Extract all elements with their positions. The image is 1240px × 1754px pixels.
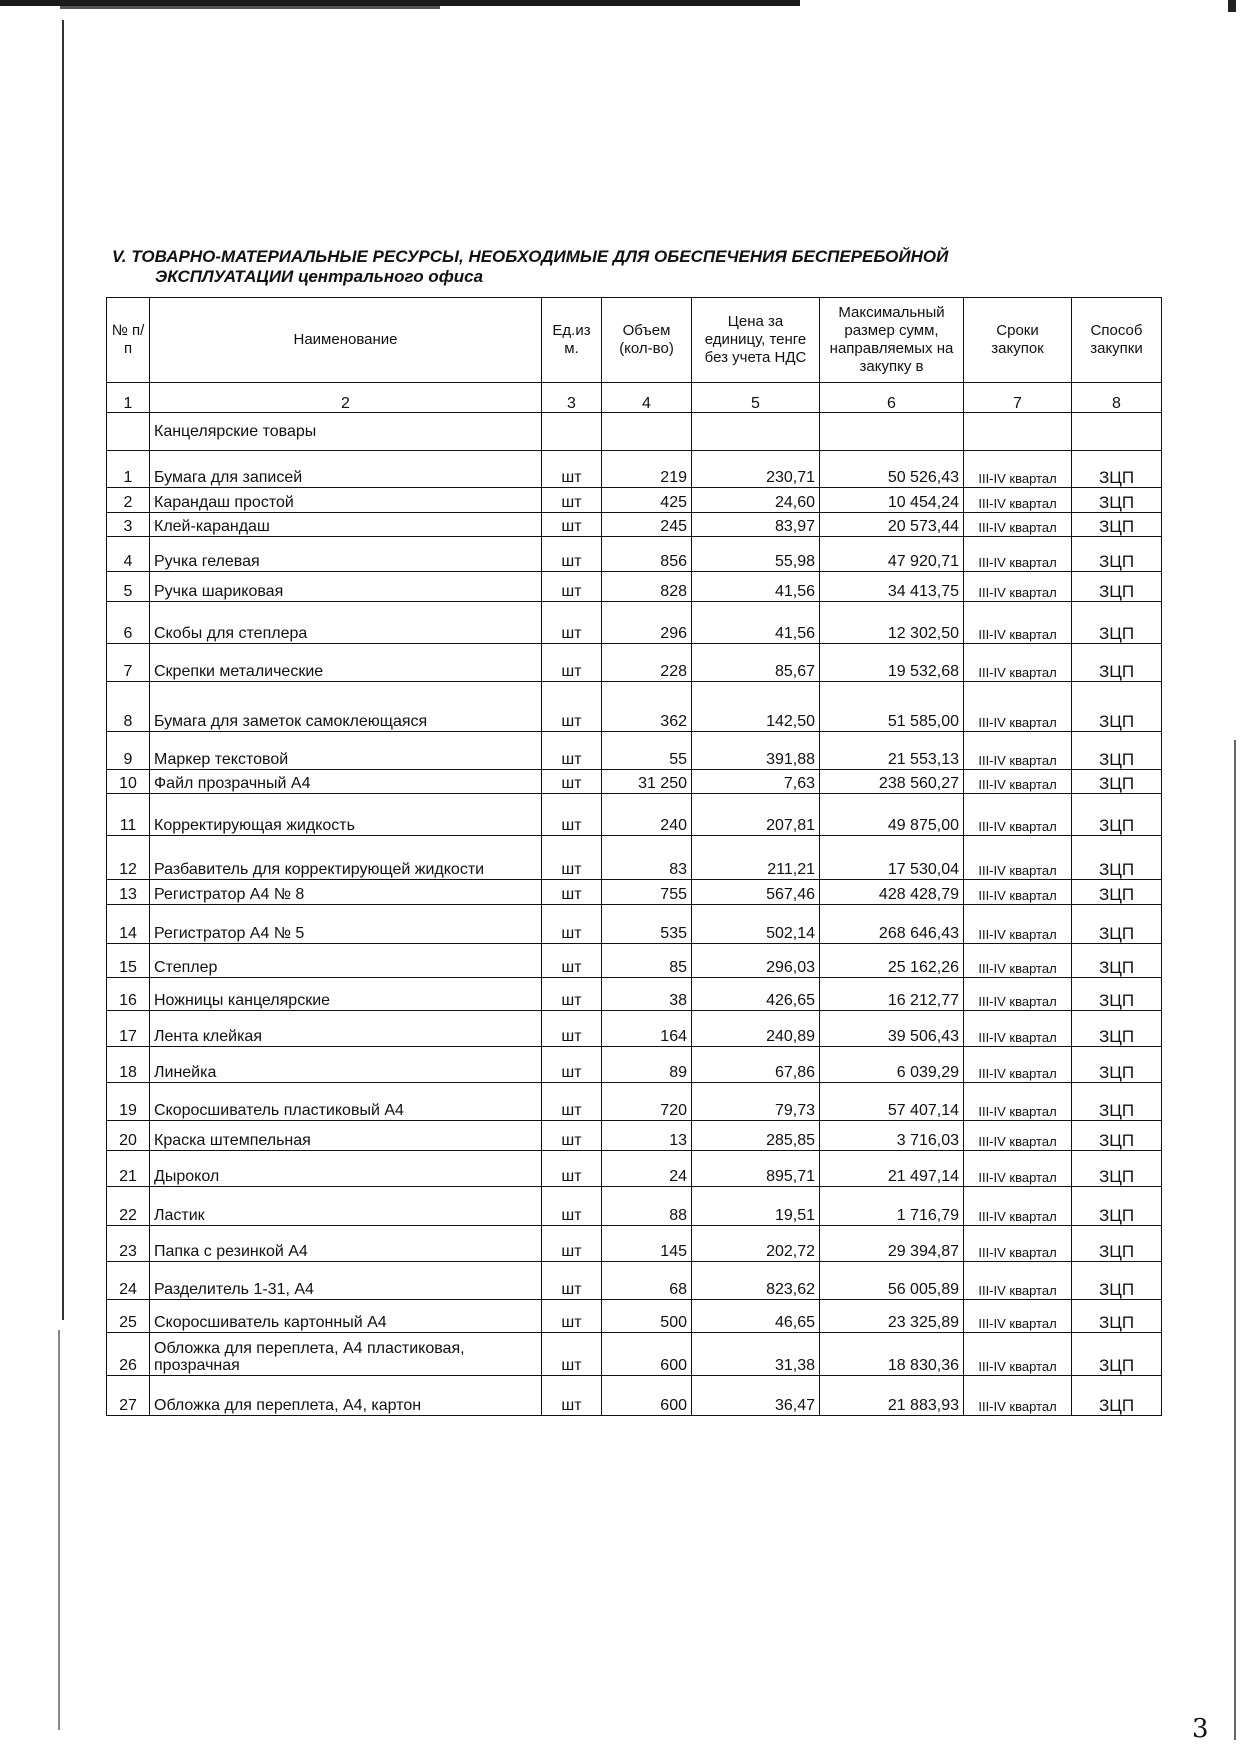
row-price: 41,56 bbox=[692, 572, 820, 602]
row-period: III-IV квартал bbox=[964, 1262, 1072, 1300]
row-name: Клей-карандаш bbox=[150, 513, 542, 537]
category-row bbox=[107, 413, 1162, 451]
row-method: ЗЦП bbox=[1072, 572, 1162, 602]
header-method: Способ закупки bbox=[1072, 298, 1162, 383]
row-price: 296,03 bbox=[692, 944, 820, 978]
row-period: III-IV квартал bbox=[964, 905, 1072, 944]
row-price: 36,47 bbox=[692, 1376, 820, 1416]
row-quantity: 38 bbox=[602, 978, 692, 1011]
row-quantity: 68 bbox=[602, 1262, 692, 1300]
row-method: ЗЦП bbox=[1072, 537, 1162, 572]
row-name: Разбавитель для корректирующей жидкости bbox=[150, 836, 542, 880]
row-quantity: 145 bbox=[602, 1226, 692, 1262]
column-number: 1 bbox=[107, 383, 150, 413]
row-price: 426,65 bbox=[692, 978, 820, 1011]
row-method: ЗЦП bbox=[1072, 451, 1162, 488]
table-row bbox=[107, 978, 1162, 1011]
row-sum: 12 302,50 bbox=[820, 602, 964, 644]
row-price: 567,46 bbox=[692, 880, 820, 905]
row-unit: шт bbox=[542, 836, 602, 880]
table-row bbox=[107, 1226, 1162, 1262]
row-quantity: 828 bbox=[602, 572, 692, 602]
column-number: 8 bbox=[1072, 383, 1162, 413]
row-method: ЗЦП bbox=[1072, 1011, 1162, 1047]
row-unit: шт bbox=[542, 1151, 602, 1187]
column-number-row bbox=[107, 383, 1162, 413]
row-name: Регистратор А4 № 8 bbox=[150, 880, 542, 905]
row-sum: 49 875,00 bbox=[820, 794, 964, 836]
header-max-sum: Максимальный размер сумм, направляемых на закупку в bbox=[820, 298, 964, 383]
row-sum: 1 716,79 bbox=[820, 1187, 964, 1226]
row-method: ЗЦП bbox=[1072, 770, 1162, 794]
table-row bbox=[107, 602, 1162, 644]
scan-top-edge-shadow bbox=[60, 6, 440, 9]
row-method: ЗЦП bbox=[1072, 1151, 1162, 1187]
row-period: III-IV квартал bbox=[964, 451, 1072, 488]
row-sum: 51 585,00 bbox=[820, 682, 964, 732]
row-name: Карандаш простой bbox=[150, 488, 542, 513]
row-method: ЗЦП bbox=[1072, 732, 1162, 770]
row-quantity: 164 bbox=[602, 1011, 692, 1047]
table-row bbox=[107, 1262, 1162, 1300]
row-number: 3 bbox=[107, 513, 150, 537]
row-number: 5 bbox=[107, 572, 150, 602]
row-number: 13 bbox=[107, 880, 150, 905]
row-period: III-IV квартал bbox=[964, 836, 1072, 880]
row-sum: 47 920,71 bbox=[820, 537, 964, 572]
row-name: Разделитель 1-31, А4 bbox=[150, 1262, 542, 1300]
row-number: 11 bbox=[107, 794, 150, 836]
row-unit: шт bbox=[542, 770, 602, 794]
row-name: Маркер текстовой bbox=[150, 732, 542, 770]
row-sum: 10 454,24 bbox=[820, 488, 964, 513]
header-name: Наименование bbox=[150, 298, 542, 383]
scan-left-edge-lower bbox=[58, 1330, 60, 1730]
row-name: Бумага для записей bbox=[150, 451, 542, 488]
row-period: III-IV квартал bbox=[964, 644, 1072, 682]
row-name: Бумага для заметок самоклеющаяся bbox=[150, 682, 542, 732]
row-name: Линейка bbox=[150, 1047, 542, 1083]
column-number: 7 bbox=[964, 383, 1072, 413]
row-method: ЗЦП bbox=[1072, 1083, 1162, 1121]
row-price: 211,21 bbox=[692, 836, 820, 880]
row-quantity: 425 bbox=[602, 488, 692, 513]
row-method: ЗЦП bbox=[1072, 513, 1162, 537]
table-row bbox=[107, 644, 1162, 682]
row-method: ЗЦП bbox=[1072, 1262, 1162, 1300]
category-empty-cell bbox=[542, 413, 602, 451]
row-quantity: 535 bbox=[602, 905, 692, 944]
row-number: 20 bbox=[107, 1121, 150, 1151]
row-quantity: 362 bbox=[602, 682, 692, 732]
row-method: ЗЦП bbox=[1072, 1121, 1162, 1151]
row-sum: 20 573,44 bbox=[820, 513, 964, 537]
row-period: III-IV квартал bbox=[964, 770, 1072, 794]
row-sum: 21 883,93 bbox=[820, 1376, 964, 1416]
row-unit: шт bbox=[542, 905, 602, 944]
resources-table bbox=[106, 297, 1162, 1416]
table-row bbox=[107, 488, 1162, 513]
row-price: 31,38 bbox=[692, 1333, 820, 1376]
scan-corner-mark bbox=[1228, 0, 1236, 12]
row-number: 8 bbox=[107, 682, 150, 732]
table-row bbox=[107, 451, 1162, 488]
category-empty-cell bbox=[1072, 413, 1162, 451]
row-name: Ножницы канцелярские bbox=[150, 978, 542, 1011]
table-row bbox=[107, 880, 1162, 905]
row-unit: шт bbox=[542, 732, 602, 770]
row-number: 26 bbox=[107, 1333, 150, 1376]
row-price: 67,86 bbox=[692, 1047, 820, 1083]
row-method: ЗЦП bbox=[1072, 1300, 1162, 1333]
row-quantity: 31 250 bbox=[602, 770, 692, 794]
row-price: 823,62 bbox=[692, 1262, 820, 1300]
row-sum: 57 407,14 bbox=[820, 1083, 964, 1121]
category-empty-cell bbox=[692, 413, 820, 451]
row-method: ЗЦП bbox=[1072, 488, 1162, 513]
row-quantity: 755 bbox=[602, 880, 692, 905]
row-price: 46,65 bbox=[692, 1300, 820, 1333]
row-unit: шт bbox=[542, 1011, 602, 1047]
category-label: Канцелярские товары bbox=[150, 413, 542, 451]
row-number: 16 bbox=[107, 978, 150, 1011]
row-method: ЗЦП bbox=[1072, 1226, 1162, 1262]
row-name: Ластик bbox=[150, 1187, 542, 1226]
row-number: 22 bbox=[107, 1187, 150, 1226]
row-name: Лента клейкая bbox=[150, 1011, 542, 1047]
row-name: Скрепки металические bbox=[150, 644, 542, 682]
table-row bbox=[107, 1333, 1162, 1376]
row-price: 391,88 bbox=[692, 732, 820, 770]
row-method: ЗЦП bbox=[1072, 1376, 1162, 1416]
row-sum: 17 530,04 bbox=[820, 836, 964, 880]
row-period: III-IV квартал bbox=[964, 682, 1072, 732]
row-unit: шт bbox=[542, 1047, 602, 1083]
row-method: ЗЦП bbox=[1072, 602, 1162, 644]
row-unit: шт bbox=[542, 513, 602, 537]
row-period: III-IV квартал bbox=[964, 1083, 1072, 1121]
row-number: 2 bbox=[107, 488, 150, 513]
row-period: III-IV квартал bbox=[964, 1376, 1072, 1416]
column-number: 2 bbox=[150, 383, 542, 413]
row-name: Обложка для переплета, А4 пластиковая, прозрачная bbox=[150, 1333, 542, 1376]
table-row bbox=[107, 537, 1162, 572]
row-method: ЗЦП bbox=[1072, 794, 1162, 836]
row-unit: шт bbox=[542, 1121, 602, 1151]
row-sum: 23 325,89 bbox=[820, 1300, 964, 1333]
row-period: III-IV квартал bbox=[964, 1011, 1072, 1047]
row-name: Корректирующая жидкость bbox=[150, 794, 542, 836]
page-number: 3 bbox=[1192, 1714, 1209, 1744]
row-method: ЗЦП bbox=[1072, 905, 1162, 944]
row-method: ЗЦП bbox=[1072, 1047, 1162, 1083]
row-number: 18 bbox=[107, 1047, 150, 1083]
row-price: 83,97 bbox=[692, 513, 820, 537]
row-price: 207,81 bbox=[692, 794, 820, 836]
row-quantity: 296 bbox=[602, 602, 692, 644]
row-method: ЗЦП bbox=[1072, 944, 1162, 978]
table-row bbox=[107, 513, 1162, 537]
row-period: III-IV квартал bbox=[964, 572, 1072, 602]
row-period: III-IV квартал bbox=[964, 1226, 1072, 1262]
row-number: 24 bbox=[107, 1262, 150, 1300]
table-body bbox=[107, 298, 1162, 1416]
section-heading bbox=[112, 247, 1112, 287]
row-name: Краска штемпельная bbox=[150, 1121, 542, 1151]
row-unit: шт bbox=[542, 978, 602, 1011]
row-quantity: 600 bbox=[602, 1333, 692, 1376]
row-number: 4 bbox=[107, 537, 150, 572]
table-row bbox=[107, 732, 1162, 770]
row-unit: шт bbox=[542, 1300, 602, 1333]
table-row bbox=[107, 1187, 1162, 1226]
row-sum: 56 005,89 bbox=[820, 1262, 964, 1300]
row-sum: 6 039,29 bbox=[820, 1047, 964, 1083]
row-number: 10 bbox=[107, 770, 150, 794]
row-period: III-IV квартал bbox=[964, 1300, 1072, 1333]
row-sum: 19 532,68 bbox=[820, 644, 964, 682]
header-number: № п/п bbox=[107, 298, 150, 383]
row-sum: 34 413,75 bbox=[820, 572, 964, 602]
row-unit: шт bbox=[542, 880, 602, 905]
row-name: Дырокол bbox=[150, 1151, 542, 1187]
row-number: 15 bbox=[107, 944, 150, 978]
row-name: Скоросшиватель пластиковый А4 bbox=[150, 1083, 542, 1121]
row-number: 23 bbox=[107, 1226, 150, 1262]
table-row bbox=[107, 682, 1162, 732]
row-sum: 39 506,43 bbox=[820, 1011, 964, 1047]
row-unit: шт bbox=[542, 1262, 602, 1300]
table-row bbox=[107, 794, 1162, 836]
row-period: III-IV квартал bbox=[964, 488, 1072, 513]
row-unit: шт bbox=[542, 1376, 602, 1416]
row-period: III-IV квартал bbox=[964, 537, 1072, 572]
row-name: Регистратор А4 № 5 bbox=[150, 905, 542, 944]
column-number: 5 bbox=[692, 383, 820, 413]
row-period: III-IV квартал bbox=[964, 513, 1072, 537]
row-unit: шт bbox=[542, 451, 602, 488]
table-row bbox=[107, 770, 1162, 794]
row-sum: 16 212,77 bbox=[820, 978, 964, 1011]
table-row bbox=[107, 944, 1162, 978]
header-price: Цена за единицу, тенге без учета НДС bbox=[692, 298, 820, 383]
row-sum: 18 830,36 bbox=[820, 1333, 964, 1376]
row-unit: шт bbox=[542, 1187, 602, 1226]
row-sum: 21 497,14 bbox=[820, 1151, 964, 1187]
row-price: 285,85 bbox=[692, 1121, 820, 1151]
table-row bbox=[107, 1083, 1162, 1121]
column-number: 3 bbox=[542, 383, 602, 413]
row-method: ЗЦП bbox=[1072, 1187, 1162, 1226]
row-method: ЗЦП bbox=[1072, 682, 1162, 732]
row-number: 21 bbox=[107, 1151, 150, 1187]
table-row bbox=[107, 1121, 1162, 1151]
row-unit: шт bbox=[542, 644, 602, 682]
category-empty-cell bbox=[964, 413, 1072, 451]
row-sum: 29 394,87 bbox=[820, 1226, 964, 1262]
row-name: Ручка шариковая bbox=[150, 572, 542, 602]
row-price: 7,63 bbox=[692, 770, 820, 794]
column-number: 6 bbox=[820, 383, 964, 413]
row-sum: 428 428,79 bbox=[820, 880, 964, 905]
row-unit: шт bbox=[542, 537, 602, 572]
row-unit: шт bbox=[542, 1083, 602, 1121]
row-sum: 50 526,43 bbox=[820, 451, 964, 488]
table-row bbox=[107, 905, 1162, 944]
column-number: 4 bbox=[602, 383, 692, 413]
row-name: Обложка для переплета, А4, картон bbox=[150, 1376, 542, 1416]
table-row bbox=[107, 572, 1162, 602]
row-sum: 3 716,03 bbox=[820, 1121, 964, 1151]
header-quantity: Объем (кол-во) bbox=[602, 298, 692, 383]
row-price: 19,51 bbox=[692, 1187, 820, 1226]
row-period: III-IV квартал bbox=[964, 880, 1072, 905]
row-quantity: 245 bbox=[602, 513, 692, 537]
row-period: III-IV квартал bbox=[964, 978, 1072, 1011]
section-heading-line2: ЭКСПЛУАТАЦИИ центрального офиса bbox=[155, 267, 484, 286]
row-price: 895,71 bbox=[692, 1151, 820, 1187]
row-price: 85,67 bbox=[692, 644, 820, 682]
row-price: 230,71 bbox=[692, 451, 820, 488]
table-row bbox=[107, 1011, 1162, 1047]
row-method: ЗЦП bbox=[1072, 978, 1162, 1011]
row-quantity: 85 bbox=[602, 944, 692, 978]
row-period: III-IV квартал bbox=[964, 1047, 1072, 1083]
scan-left-edge bbox=[62, 20, 64, 1320]
row-method: ЗЦП bbox=[1072, 836, 1162, 880]
row-number: 19 bbox=[107, 1083, 150, 1121]
row-period: III-IV квартал bbox=[964, 1151, 1072, 1187]
row-unit: шт bbox=[542, 944, 602, 978]
row-number: 27 bbox=[107, 1376, 150, 1416]
row-price: 202,72 bbox=[692, 1226, 820, 1262]
row-unit: шт bbox=[542, 602, 602, 644]
row-number: 25 bbox=[107, 1300, 150, 1333]
row-unit: шт bbox=[542, 794, 602, 836]
row-price: 41,56 bbox=[692, 602, 820, 644]
table-row bbox=[107, 1151, 1162, 1187]
row-quantity: 55 bbox=[602, 732, 692, 770]
table-row bbox=[107, 1047, 1162, 1083]
row-period: III-IV квартал bbox=[964, 1121, 1072, 1151]
row-number: 7 bbox=[107, 644, 150, 682]
row-price: 502,14 bbox=[692, 905, 820, 944]
table-row bbox=[107, 1300, 1162, 1333]
row-unit: шт bbox=[542, 1333, 602, 1376]
row-number: 12 bbox=[107, 836, 150, 880]
header-unit: Ед.из м. bbox=[542, 298, 602, 383]
row-quantity: 720 bbox=[602, 1083, 692, 1121]
row-number: 1 bbox=[107, 451, 150, 488]
row-number: 6 bbox=[107, 602, 150, 644]
row-name: Скоросшиватель картонный А4 bbox=[150, 1300, 542, 1333]
row-quantity: 219 bbox=[602, 451, 692, 488]
row-number: 17 bbox=[107, 1011, 150, 1047]
row-quantity: 89 bbox=[602, 1047, 692, 1083]
row-price: 240,89 bbox=[692, 1011, 820, 1047]
row-name: Папка с резинкой А4 bbox=[150, 1226, 542, 1262]
scan-right-edge bbox=[1234, 740, 1236, 1740]
section-heading-line1: V. ТОВАРНО-МАТЕРИАЛЬНЫЕ РЕСУРСЫ, НЕОБХОДИМЫЕ ДЛЯ ОБЕСПЕЧЕНИЯ БЕСПЕРЕБОЙНОЙ bbox=[112, 247, 949, 266]
row-unit: шт bbox=[542, 488, 602, 513]
row-method: ЗЦП bbox=[1072, 880, 1162, 905]
row-name: Степлер bbox=[150, 944, 542, 978]
row-price: 79,73 bbox=[692, 1083, 820, 1121]
row-price: 24,60 bbox=[692, 488, 820, 513]
row-period: III-IV квартал bbox=[964, 1187, 1072, 1226]
row-quantity: 88 bbox=[602, 1187, 692, 1226]
header-period: Сроки закупок bbox=[964, 298, 1072, 383]
row-sum: 25 162,26 bbox=[820, 944, 964, 978]
row-sum: 238 560,27 bbox=[820, 770, 964, 794]
category-empty-cell bbox=[820, 413, 964, 451]
table-row bbox=[107, 836, 1162, 880]
row-method: ЗЦП bbox=[1072, 1333, 1162, 1376]
row-price: 142,50 bbox=[692, 682, 820, 732]
row-period: III-IV квартал bbox=[964, 602, 1072, 644]
table-header-row bbox=[107, 298, 1162, 383]
row-quantity: 228 bbox=[602, 644, 692, 682]
category-empty-cell bbox=[602, 413, 692, 451]
row-quantity: 83 bbox=[602, 836, 692, 880]
row-unit: шт bbox=[542, 682, 602, 732]
row-quantity: 500 bbox=[602, 1300, 692, 1333]
row-unit: шт bbox=[542, 1226, 602, 1262]
row-quantity: 24 bbox=[602, 1151, 692, 1187]
row-quantity: 240 bbox=[602, 794, 692, 836]
row-number: 14 bbox=[107, 905, 150, 944]
row-sum: 268 646,43 bbox=[820, 905, 964, 944]
row-period: III-IV квартал bbox=[964, 1333, 1072, 1376]
row-period: III-IV квартал bbox=[964, 944, 1072, 978]
row-name: Ручка гелевая bbox=[150, 537, 542, 572]
row-price: 55,98 bbox=[692, 537, 820, 572]
category-empty-cell bbox=[107, 413, 150, 451]
row-name: Файл прозрачный А4 bbox=[150, 770, 542, 794]
row-quantity: 856 bbox=[602, 537, 692, 572]
row-unit: шт bbox=[542, 572, 602, 602]
row-quantity: 13 bbox=[602, 1121, 692, 1151]
row-period: III-IV квартал bbox=[964, 732, 1072, 770]
row-number: 9 bbox=[107, 732, 150, 770]
table-row bbox=[107, 1376, 1162, 1416]
row-sum: 21 553,13 bbox=[820, 732, 964, 770]
row-quantity: 600 bbox=[602, 1376, 692, 1416]
row-name: Скобы для степлера bbox=[150, 602, 542, 644]
row-period: III-IV квартал bbox=[964, 794, 1072, 836]
row-method: ЗЦП bbox=[1072, 644, 1162, 682]
